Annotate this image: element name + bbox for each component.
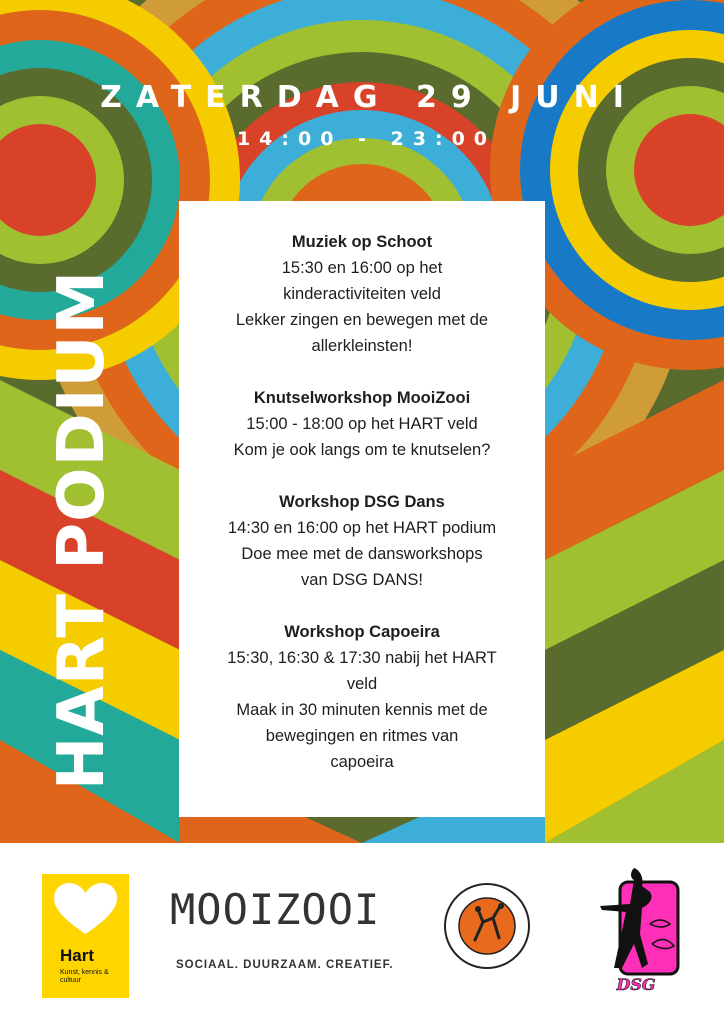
event-date: ZATERDAG 29 JUNI xyxy=(100,80,638,115)
event-title: Workshop DSG Dans xyxy=(279,493,445,511)
event-line: 15:30 en 16:00 op het xyxy=(281,259,443,277)
event-line: Doe mee met de dansworkshops xyxy=(241,545,483,563)
hart-logo-tagline: Kunst, kennis & cultuur xyxy=(60,969,109,984)
event-block xyxy=(197,229,527,359)
event-line: bewegingen en ritmes van xyxy=(265,727,459,745)
event-line: kinderactiviteiten veld xyxy=(283,285,441,303)
event-block xyxy=(197,489,527,593)
event-line: 15:30, 16:30 & 17:30 nabij het HART xyxy=(227,649,497,667)
capoeira-emblem-icon xyxy=(443,880,531,978)
program-card xyxy=(179,201,545,817)
event-title: Muziek op Schoot xyxy=(291,233,433,251)
event-time: 14:00 - 23:00 xyxy=(236,128,497,150)
event-line: 14:30 en 16:00 op het HART podium xyxy=(227,519,497,537)
event-block xyxy=(197,619,527,775)
hart-logo xyxy=(42,874,129,998)
dsg-logo xyxy=(590,864,682,996)
event-title: Knutselworkshop MooiZooi xyxy=(253,389,471,407)
dancer-silhouette-icon xyxy=(590,864,682,996)
dsg-logo-name: DSG xyxy=(616,975,656,994)
event-line: Lekker zingen en bewegen met de xyxy=(235,311,489,329)
mooizooi-tagline: SOCIAAL. DUURZAAM. CREATIEF. xyxy=(176,959,394,971)
capoeira-logo xyxy=(443,880,531,978)
event-line: 15:00 - 18:00 op het HART veld xyxy=(246,415,478,433)
event-line: van DSG DANS! xyxy=(301,571,423,589)
event-block xyxy=(197,385,527,463)
heart-icon xyxy=(42,874,129,944)
event-title: Workshop Capoeira xyxy=(284,623,440,641)
mooizooi-wordmark: MOOIZOOI xyxy=(170,885,381,934)
event-line: veld xyxy=(346,675,378,693)
event-line: Kom je ook langs om te knutselen? xyxy=(233,441,491,459)
event-line: capoeira xyxy=(330,753,394,771)
event-line: Maak in 30 minuten kennis met de xyxy=(236,701,488,719)
event-line: allerkleinsten! xyxy=(311,337,413,355)
vertical-title: HART PODIUM xyxy=(45,269,119,791)
mooizooi-logo xyxy=(170,885,394,980)
hart-logo-name: Hart xyxy=(60,946,95,965)
